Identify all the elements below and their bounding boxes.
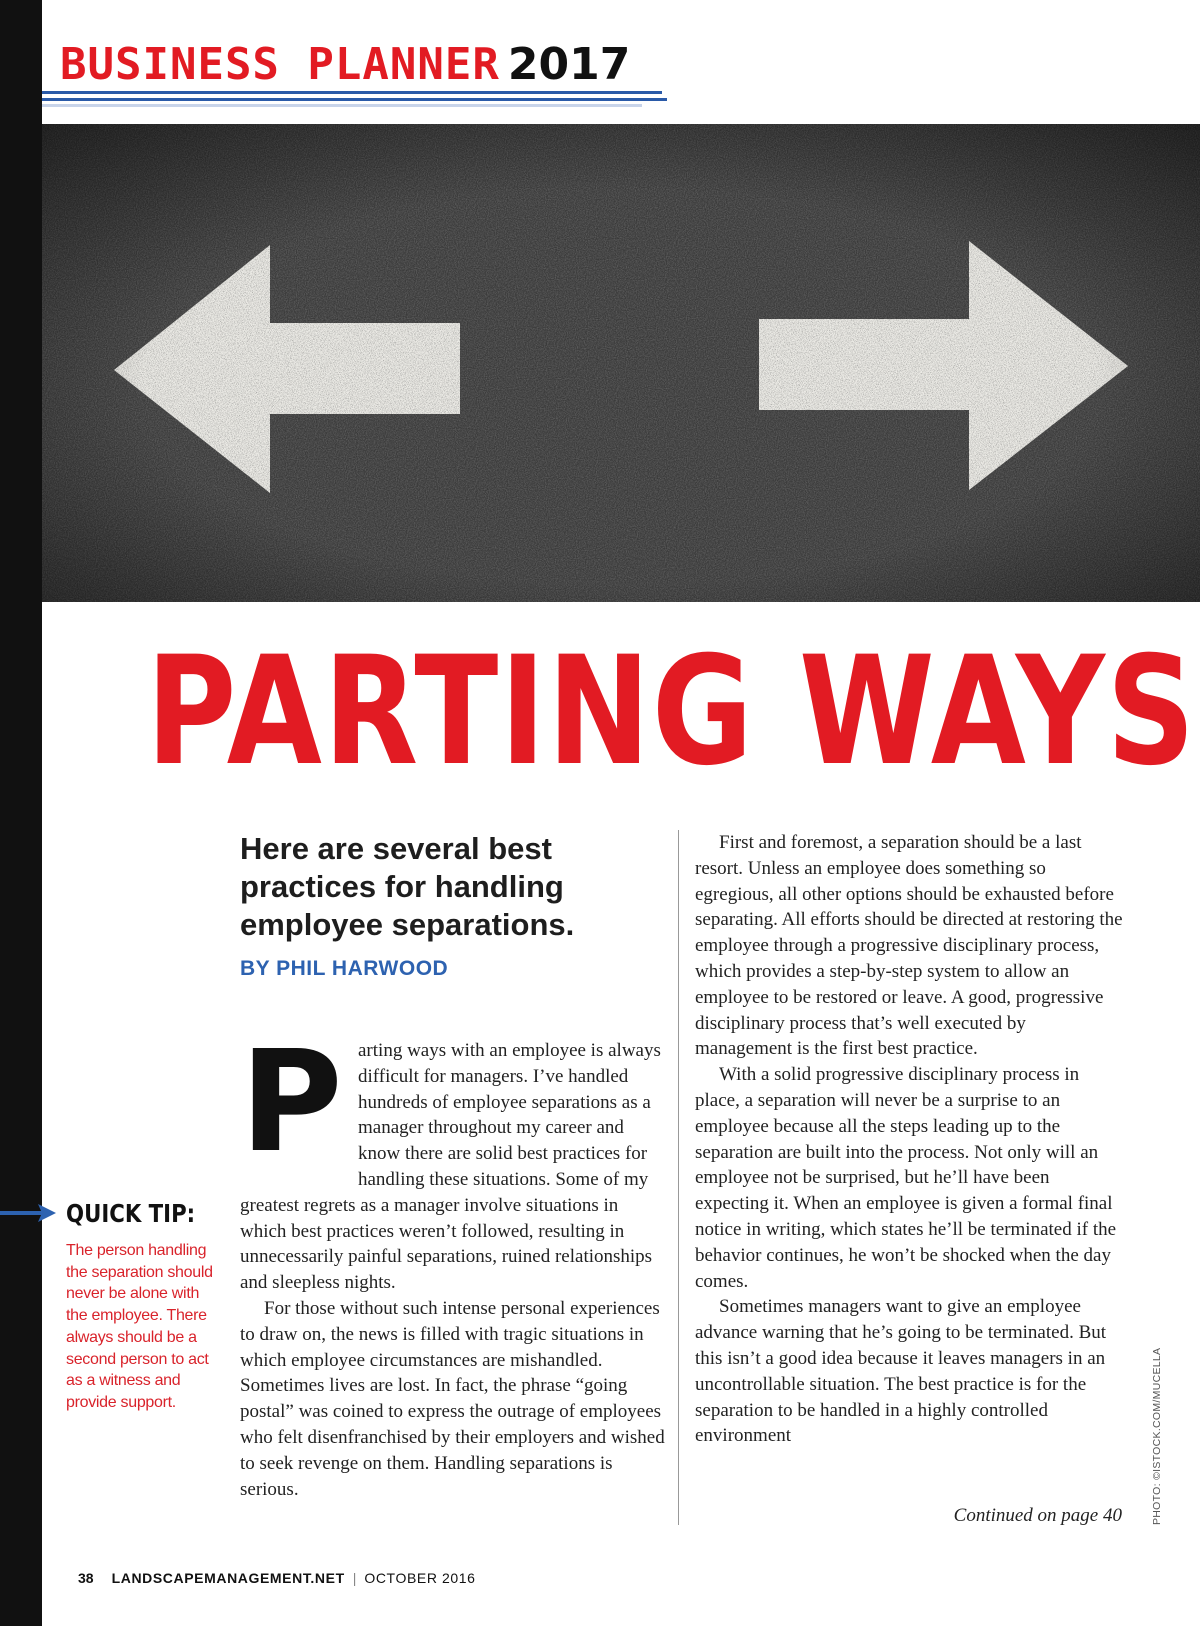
article-paragraph: First and foremost, a separation should be a last resort. Unless an employee does something so egregious, all other options should be exhausted before separating. All efforts should be directed at restoring the employee through a progressive disciplinary process, which provides a step-by-step system to allow an employee to be restored or leave. A good, progressive disciplinary process that’s well executed by management is the first best practice. — [695, 832, 1123, 1060]
quick-tip-title: QUICK TIP: — [66, 1199, 196, 1228]
page-footer — [78, 1570, 476, 1586]
left-edge-bar — [0, 0, 42, 1626]
hero-photo-road-arrows — [42, 124, 1200, 602]
article-paragraph: Sometimes managers want to give an employee advance warning that he’s going to be terminated. But this isn’t a good idea because it leaves managers in an uncontrollable situation. The best practice is for the separation to be handled in a highly controlled environment — [695, 1296, 1107, 1447]
kicker-year: 2017 — [507, 39, 631, 90]
footer-site: LANDSCAPEMANAGEMENT.NET — [111, 1570, 345, 1586]
article-paragraph: For those without such intense personal experiences to draw on, the news is filled with tragic situations in which employee circumstances are mishandled. Sometimes lives are lost. In fact, the phrase “going postal” was coined to express the outrage of employees who felt disenfranchised by their employers and wished to seek revenge on them. Handling separations is serious. — [240, 1297, 665, 1500]
page-number: 38 — [78, 1570, 94, 1586]
column-divider — [678, 830, 679, 1525]
deck-subtitle: Here are several best practices for handling employee separations. — [240, 831, 575, 942]
footer-separator: | — [352, 1570, 357, 1586]
kicker-rule — [42, 91, 662, 94]
article-paragraph: arting ways with an employee is always difficult for managers. I’ve handled hundreds of employee separations as a manager throughout my career and know there are solid best practices for handling these situations. Some of my greatest regrets as a manager involve situations in which best practices weren’t followed, resulting in unnecessarily painful separations, ruined relationships and sleepless nights. — [240, 1040, 661, 1294]
drop-cap: P — [240, 1021, 343, 1184]
section-kicker — [60, 36, 630, 96]
headline: PARTING WAYS — [146, 625, 1197, 799]
byline: BY PHIL HARWOOD — [240, 957, 449, 980]
photo-credit: PHOTO: ©ISTOCK.COM/MUCELLA — [1151, 1347, 1163, 1525]
continued-note: Continued on page 40 — [953, 1505, 1122, 1526]
kicker-rule — [42, 104, 642, 107]
quick-tip-text: The person handling the separation should never be alone with the employee. There always should be a second person to act as a witness and provide support. — [66, 1242, 213, 1411]
article-paragraph: With a solid progressive disciplinary process in place, a separation will never be a surprise to an employee because all the steps leading up to the separation are built into the process. Not only will an employee not be surprised, but he’ll have been expecting it. When an employee is given a formal final notice in writing, which states he’ll be terminated if the behavior continues, he won’t be shocked when the day comes. — [695, 1064, 1117, 1292]
kicker-rule — [42, 98, 667, 101]
quick-tip-arrow-icon — [0, 1204, 56, 1222]
footer-date: OCTOBER 2016 — [364, 1570, 476, 1586]
kicker-business-planner: BUSINESS PLANNER — [60, 39, 500, 90]
article-column-1 — [240, 1021, 665, 1502]
article-column-2 — [695, 830, 1123, 1449]
